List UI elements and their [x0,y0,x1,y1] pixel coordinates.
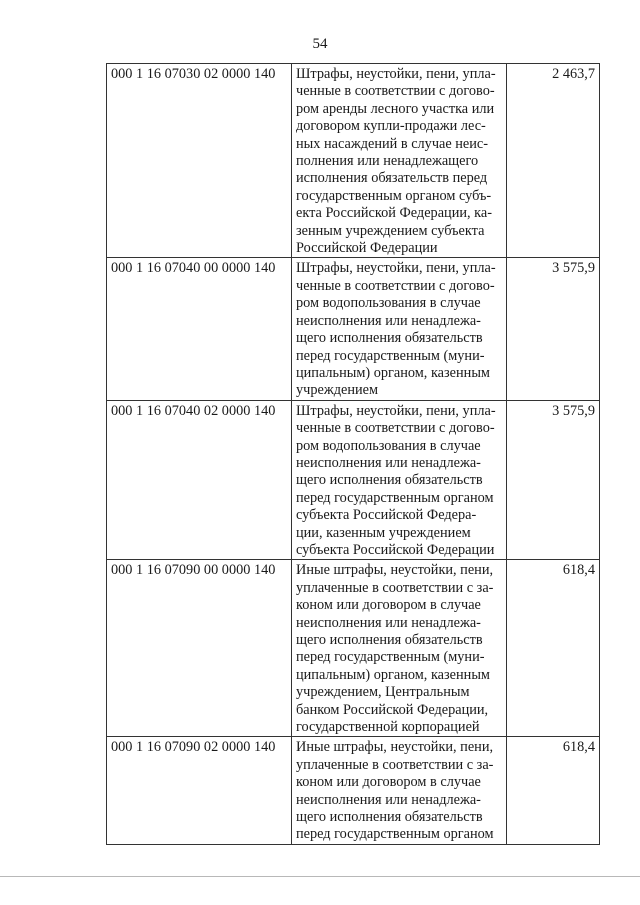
description-line: Штрафы, неустойки, пени, упла- [296,402,496,419]
classification-code-cell: 000 1 16 07040 02 0000 140 [107,400,292,560]
description-line: щего исполнения обязательств [296,472,483,489]
description-line: государственной корпорацией [296,719,480,736]
description-line: перед государственным органом [296,826,494,843]
description-line: банком Российской Федерации, [296,701,489,718]
description-line: неисполнения или ненадлежа- [296,791,481,808]
description-line: перед государственным органом [296,489,494,506]
revenue-description-cell [292,258,507,400]
revenue-description-cell [292,400,507,560]
description-line: Иные штрафы, неустойки, пени, [296,562,494,579]
table-body [107,64,600,845]
revenue-description-cell [292,737,507,844]
description-line: неисполнения или ненадлежа- [296,312,481,329]
description-line: перед государственным (муни- [296,649,485,666]
description-line: неисполнения или ненадлежа- [296,454,481,471]
description-line: щего исполнения обязательств [296,809,483,826]
description-line: ципальным) органом, казенным [296,666,490,683]
description-line: ром водопользования в случае [296,437,481,454]
description-line: ром аренды лесного участка или [296,100,495,117]
description-line: полнения или ненадлежащего [296,153,479,170]
amount-cell: 3 575,9 [507,258,600,400]
page-number: 54 [312,36,328,52]
description-line: Российской Федерации [296,240,438,257]
description-line: учреждением, Центральным [296,684,470,701]
revenue-description-cell [292,64,507,258]
description-line: договором купли-продажи лес- [296,118,486,135]
description-line: зенным учреждением субъекта [296,222,485,239]
description-line: учреждением [296,382,379,399]
classification-code-cell: 000 1 16 07090 02 0000 140 [107,737,292,844]
amount-cell: 618,4 [507,560,600,737]
description-line: ченные в соответствии с догово- [296,83,495,100]
description-line: Иные штрафы, неустойки, пени, [296,739,494,756]
description-line: ченные в соответствии с догово- [296,420,495,437]
description-line: ции, казенным учреждением [296,524,471,541]
description-line: Штрафы, неустойки, пени, упла- [296,66,496,82]
description-line: ципальным) органом, казенным [296,364,490,381]
description-line: неисполнения или ненадлежа- [296,614,481,631]
description-line: перед государственным (муни- [296,347,485,364]
table-row [107,64,600,258]
description-line: уплаченные в соответствии с за- [296,756,494,773]
classification-code-cell: 000 1 16 07030 02 0000 140 [107,64,292,258]
page-bottom-rule [0,876,640,877]
amount-cell: 618,4 [507,737,600,844]
description-line: коном или договором в случае [296,774,481,791]
description-line: коном или договором в случае [296,597,481,614]
table-row [107,258,600,400]
description-line: ченные в соответствии с догово- [296,277,495,294]
amount-cell: 3 575,9 [507,400,600,560]
description-line: исполнения обязательств перед [296,170,488,187]
description-line: екта Российской Федерации, ка- [296,205,492,222]
description-line: щего исполнения обязательств [296,330,483,347]
classification-code-cell: 000 1 16 07040 00 0000 140 [107,258,292,400]
description-line: субъекта Российской Федерации [296,541,495,558]
table-row [107,560,600,737]
description-line: Штрафы, неустойки, пени, упла- [296,260,496,277]
description-line: ных насаждений в случае неис- [296,135,489,152]
description-line: щего исполнения обязательств [296,632,483,648]
description-line: субъекта Российской Федера- [296,507,477,524]
budget-revenue-table [106,63,600,845]
description-line: уплаченные в соответствии с за- [296,579,494,596]
description-line: ром водопользования в случае [296,295,481,312]
table-row [107,737,600,844]
description-line: государственным органом субъ- [296,187,492,204]
amount-cell: 2 463,7 [507,64,600,258]
classification-code-cell: 000 1 16 07090 00 0000 140 [107,560,292,737]
table-row [107,400,600,560]
revenue-description-cell [292,560,507,737]
